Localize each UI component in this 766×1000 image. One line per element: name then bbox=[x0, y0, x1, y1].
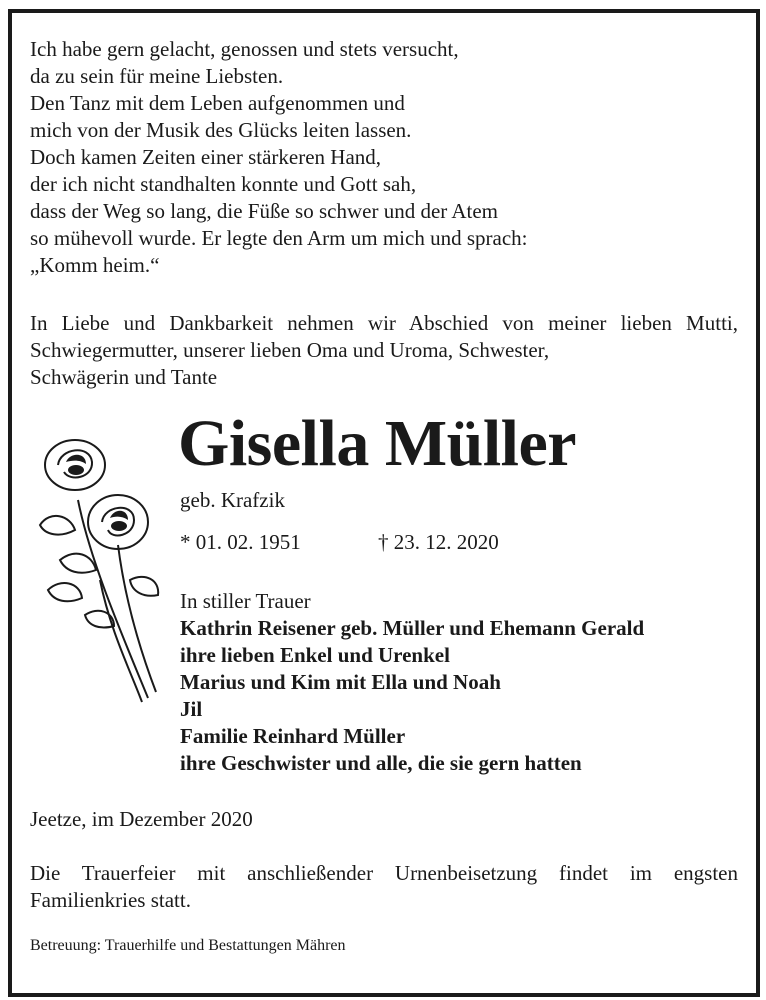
mourner-line: ihre lieben Enkel und Urenkel bbox=[180, 643, 450, 667]
poem bbox=[30, 36, 730, 279]
poem-line: so mühevoll wurde. Er legte den Arm um mich und sprach: bbox=[30, 226, 528, 250]
farewell-main: In Liebe und Dankbarkeit nehmen wir Abschied von meiner lieben Mutti, Schwiegermutter, unserer lieben Oma und Uroma, Schwester, bbox=[30, 311, 738, 362]
poem-line: „Komm heim.“ bbox=[30, 253, 160, 277]
poem-line: mich von der Musik des Glücks leiten lassen. bbox=[30, 118, 412, 142]
death-date: † 23. 12. 2020 bbox=[378, 530, 499, 554]
poem-line: der ich nicht standhalten konnte und Gott sah, bbox=[30, 172, 417, 196]
funeral-notice: Die Trauerfeier mit anschließender Urnenbeisetzung findet im engsten Familienkries statt. bbox=[30, 861, 738, 912]
poem-line: da zu sein für meine Liebsten. bbox=[30, 64, 284, 88]
mourning-intro: In stiller Trauer bbox=[180, 589, 311, 613]
poem-line: Doch kamen Zeiten einer stärkeren Hand, bbox=[30, 145, 382, 169]
mourner-line: Marius und Kim mit Ella und Noah bbox=[180, 670, 501, 694]
funeral-home-credit: Betreuung: Trauerhilfe und Bestattungen Mähren bbox=[30, 937, 346, 954]
deceased-name: Gisella Müller bbox=[178, 407, 577, 480]
poem-line: Ich habe gern gelacht, genossen und stets versucht, bbox=[30, 37, 459, 61]
poem-line: dass der Weg so lang, die Füße so schwer und der Atem bbox=[30, 199, 498, 223]
place-date: Jeetze, im Dezember 2020 bbox=[30, 807, 253, 831]
mourner-line: Kathrin Reisener geb. Müller und Ehemann Gerald bbox=[180, 616, 645, 640]
mourner-line: ihre Geschwister und alle, die sie gern hatten bbox=[180, 751, 582, 775]
farewell-last: Schwägerin und Tante bbox=[30, 365, 218, 389]
birth-name: geb. Krafzik bbox=[180, 488, 285, 512]
mourner-line: Familie Reinhard Müller bbox=[180, 724, 406, 748]
mourner-line: Jil bbox=[180, 697, 203, 721]
birth-date: * 01. 02. 1951 bbox=[180, 530, 301, 554]
poem-line: Den Tanz mit dem Leben aufgenommen und bbox=[30, 91, 405, 115]
mourners-list bbox=[180, 588, 644, 777]
farewell-text bbox=[30, 310, 738, 391]
roses-icon bbox=[30, 430, 170, 710]
